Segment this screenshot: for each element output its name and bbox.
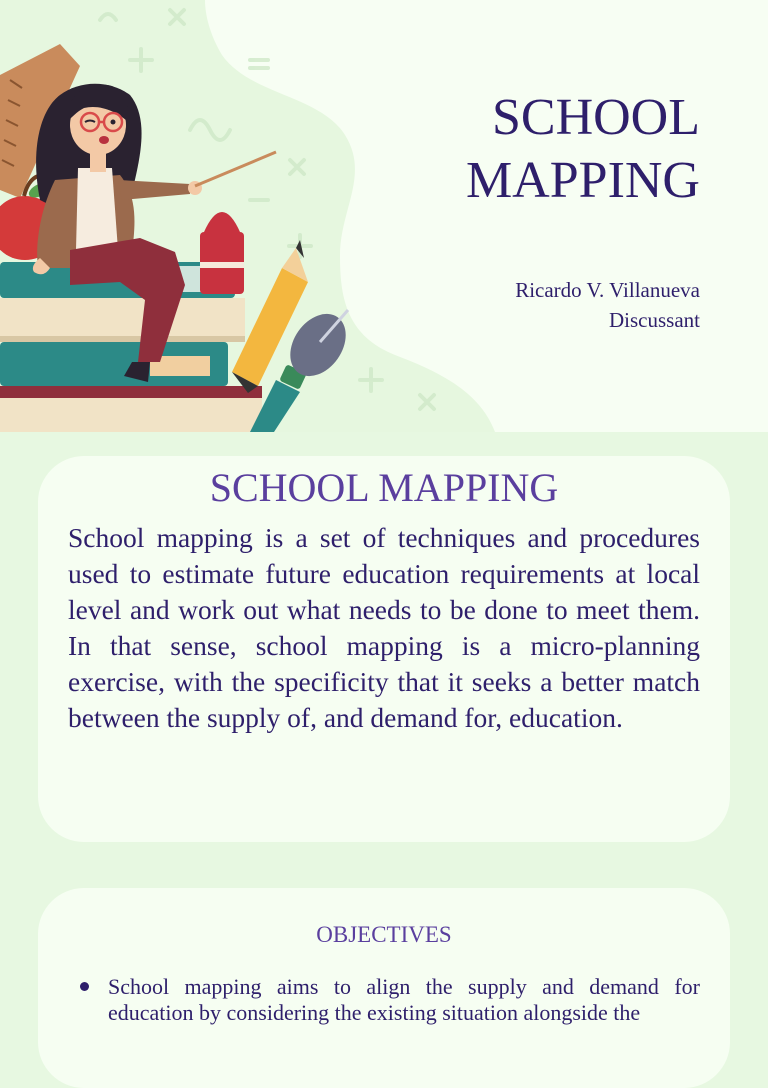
author-name: Ricardo V. Villanueva — [515, 278, 700, 302]
marker-icon — [200, 212, 244, 294]
title-line: MAPPING — [465, 152, 700, 209]
objectives-card — [38, 888, 730, 1088]
definition-card — [38, 456, 730, 842]
presentation-title — [466, 86, 700, 212]
list-item-text: School mapping aims to align the supply and demand for education by considering the existing situation alongside the — [108, 974, 700, 1025]
teacher-illustration — [0, 30, 360, 432]
author-role: Discussant — [609, 308, 700, 332]
list-item — [78, 974, 700, 1026]
title-line: SCHOOL — [491, 89, 700, 146]
card-body-text: School mapping is a set of techniques and procedures used to estimate future education requirements at local level and work out what needs to be done to meet them. In that sense, school mapping is a micro-planning exercise, with the specificity that it seeks a better match between the supply of, and demand for, education. — [68, 522, 700, 733]
title-slide — [0, 0, 768, 432]
author-block — [515, 275, 700, 335]
bullet-icon — [80, 982, 89, 991]
objectives-list — [78, 974, 700, 1026]
card-heading: OBJECTIVES — [316, 922, 452, 947]
card-heading: SCHOOL MAPPING — [209, 465, 559, 510]
